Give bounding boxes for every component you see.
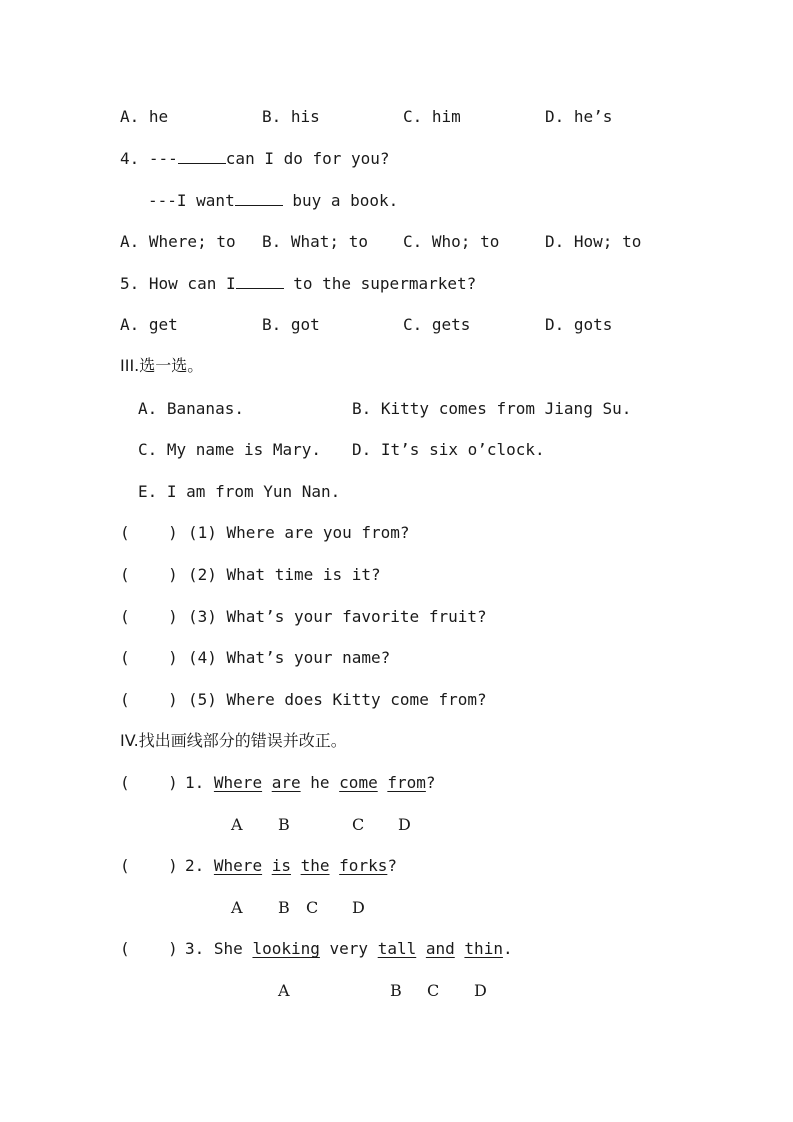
section4-item-2: 2. Where is the forks? — [185, 856, 397, 875]
section3-choice-d: D. It’s six o’clock. — [352, 440, 545, 459]
q4-line1: 4. --- can I do for you? — [120, 149, 390, 168]
answer-blank — [236, 274, 284, 289]
q5-option-d: D. gots — [545, 315, 613, 334]
answer-parentheses: ( ) — [120, 939, 178, 958]
q5-option-b: B. got — [262, 315, 320, 334]
underlined-d: forks — [339, 856, 388, 875]
answer-parentheses: ( ) — [120, 648, 178, 667]
q4-option-b: B. What; to — [262, 232, 368, 251]
section3-choice-a: A. Bananas. — [138, 399, 244, 418]
underlined-b: are — [271, 773, 301, 792]
q5-option-a: A. get — [120, 315, 178, 334]
q5-option-c: C. gets — [403, 315, 471, 334]
section4-item-3: 3. She looking very tall and thin. — [185, 939, 513, 958]
q4-option-c: C. Who; to — [403, 232, 500, 251]
section3-question-5: (5) Where does Kitty come from? — [188, 690, 487, 709]
answer-parentheses: ( ) — [120, 690, 178, 709]
underlined-d: from — [387, 773, 426, 792]
label-b: B — [390, 981, 402, 1000]
section4-title: IV.找出画线部分的错误并改正。 — [120, 731, 347, 750]
q4-option-a: A. Where; to — [120, 232, 236, 251]
underlined-b: is — [271, 856, 291, 875]
label-d: D — [352, 898, 365, 917]
section3-question-1: (1) Where are you from? — [188, 523, 410, 542]
section3-choice-b: B. Kitty comes from Jiang Su. — [352, 399, 632, 418]
answer-blank — [235, 191, 283, 206]
underlined-a: Where — [213, 773, 263, 792]
underlined-c: come — [339, 773, 378, 792]
label-d: D — [474, 981, 487, 1000]
label-b: B — [278, 898, 290, 917]
underlined-c: and — [425, 939, 455, 958]
q3-option-a: A. he — [120, 107, 169, 126]
section3-choice-c: C. My name is Mary. — [138, 440, 322, 459]
q4-line2: ---I want buy a book. — [148, 191, 399, 210]
label-a: A — [278, 981, 290, 1000]
q4-option-d: D. How; to — [545, 232, 642, 251]
q5-line: 5. How can I to the supermarket? — [120, 274, 477, 293]
underlined-d: thin — [464, 939, 503, 958]
answer-parentheses: ( ) — [120, 856, 178, 875]
section3-question-2: (2) What time is it? — [188, 565, 381, 584]
label-a: A — [231, 898, 243, 917]
answer-parentheses: ( ) — [120, 773, 178, 792]
section3-title: III.选一选。 — [120, 356, 204, 375]
answer-parentheses: ( ) — [120, 607, 178, 626]
underlined-c: the — [300, 856, 330, 875]
label-a: A — [231, 815, 243, 834]
underlined-a: looking — [252, 939, 320, 958]
answer-parentheses: ( ) — [120, 565, 178, 584]
section3-question-4: (4) What’s your name? — [188, 648, 391, 667]
underlined-a: Where — [213, 856, 263, 875]
label-b: B — [278, 815, 290, 834]
q3-option-d: D. he’s — [545, 107, 613, 126]
q3-option-b: B. his — [262, 107, 320, 126]
label-c: C — [352, 815, 365, 834]
section3-question-3: (3) What’s your favorite fruit? — [188, 607, 487, 626]
label-d: D — [398, 815, 411, 834]
label-c: C — [427, 981, 440, 1000]
label-c: C — [306, 898, 319, 917]
answer-parentheses: ( ) — [120, 523, 178, 542]
section4-item-1: 1. Where are he come from? — [185, 773, 436, 792]
q3-option-c: C. him — [403, 107, 461, 126]
section3-choice-e: E. I am from Yun Nan. — [138, 482, 341, 501]
underlined-b: tall — [377, 939, 417, 958]
answer-blank — [178, 149, 226, 164]
